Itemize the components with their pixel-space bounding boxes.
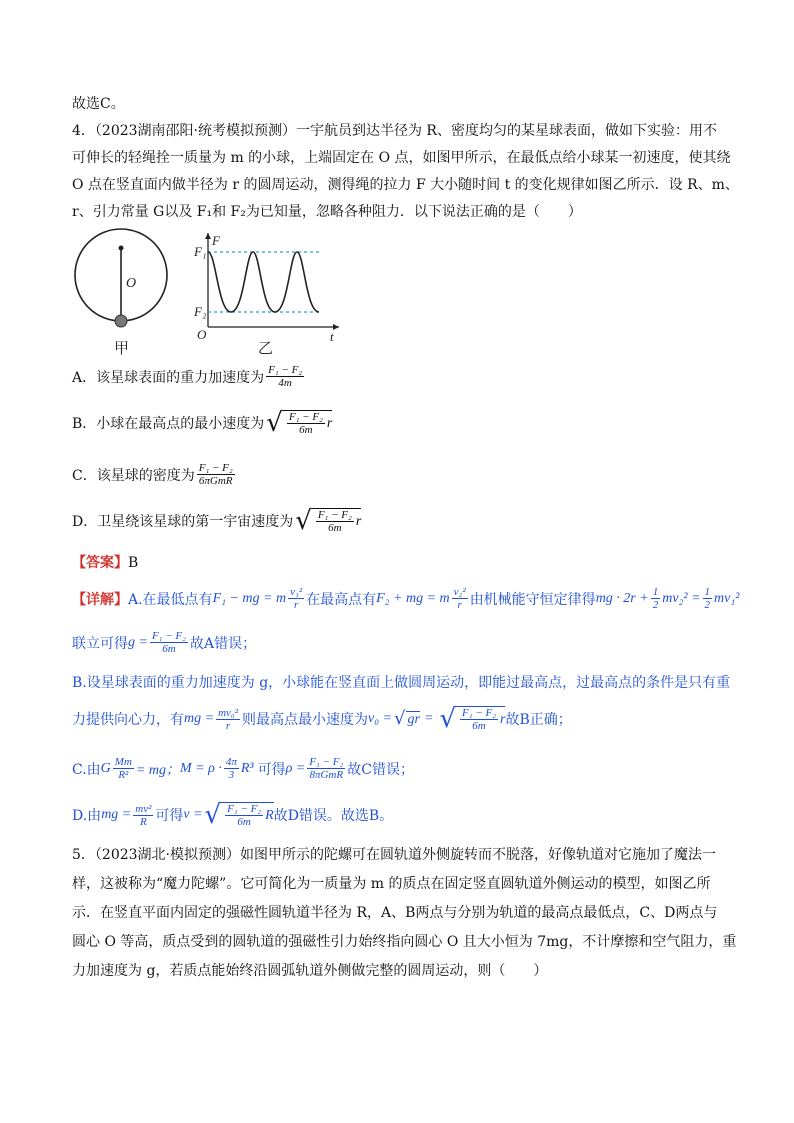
detail-d-intro: D.由 bbox=[72, 808, 102, 824]
detail-g-den: 6m bbox=[162, 643, 176, 655]
detail-line-5 bbox=[72, 756, 414, 781]
fig-a-label-O: O bbox=[126, 276, 137, 291]
detail-b-sqrt-gr: gr bbox=[407, 711, 420, 727]
detail-c-den3: 8πGmR bbox=[309, 769, 344, 781]
detail-line-6: D.由 mg = $\frac{\text{mv²}}{R}$ 可得 v = √ $\frac{\text{F₁ − F₂}}{6m}$ R 故D错误。故选B。 bbox=[72, 800, 394, 830]
detail-c-num: Mm bbox=[114, 756, 132, 768]
detail-a-mid: 在最高点有 bbox=[306, 591, 377, 608]
detail-combine-text: 联立可得 bbox=[72, 635, 128, 652]
option-b bbox=[72, 410, 332, 436]
option-c-den: 6πGmR bbox=[198, 475, 233, 487]
detail-eq1-left: F₁ − mg = m bbox=[212, 590, 287, 606]
detail-d-eq: mg = bbox=[101, 807, 132, 822]
q4-stem-line-4: r、引力常量 G以及 F₁和 F₂为已知量，忽略各种阻力．以下说法正确的是（ ） bbox=[72, 204, 582, 220]
detail-b-tail: r bbox=[500, 711, 506, 727]
detail-c-r3: R³ bbox=[240, 760, 254, 776]
detail-c-rho2: ρ = bbox=[285, 760, 306, 776]
detail-line-3: B.设星球表面的重力加速度为 g，小球能在竖直面上做圆周运动，即能过最高点，过最高点的条件是只有重 bbox=[72, 675, 731, 691]
previous-answer-line: 故选C。 bbox=[72, 96, 125, 112]
detail-c-text: 可得 bbox=[257, 761, 286, 778]
detail-eq2-num: v₂² bbox=[453, 586, 466, 598]
detail-c-conclusion: 故C错误； bbox=[347, 761, 414, 778]
detail-d-num2: F₁ − F₂ bbox=[227, 803, 262, 815]
detail-g-num: F₁ − F₂ bbox=[151, 630, 186, 642]
detail-b-conclusion: 故B正确； bbox=[505, 712, 572, 728]
detail-eq2-den: r bbox=[457, 599, 462, 611]
q5-stem-line-1: 5．（2023湖北·模拟预测）如图甲所示的陀螺可在圆轨道外侧旋转而不脱落，好像轨道对它施加了魔法一 bbox=[72, 847, 716, 863]
detail-d-text: 可得 bbox=[155, 808, 184, 824]
detail-d-v: v = bbox=[183, 807, 203, 822]
option-b-den: 6m bbox=[299, 424, 313, 436]
option-a-text: A．该星球表面的重力加速度为 bbox=[72, 369, 265, 386]
detail-d-den: R bbox=[139, 815, 147, 828]
detail-b-den: r bbox=[225, 719, 231, 732]
detail-b-equals: = bbox=[423, 711, 434, 726]
option-b-text: B．小球在最高点的最小速度为 bbox=[72, 416, 265, 432]
q5-stem-line-5: 力加速度为 g，若质点能始终沿圆弧轨道外侧做完整的圆周运动，则（ ） bbox=[72, 963, 548, 979]
option-a-num: F₁ − F₂ bbox=[268, 364, 303, 376]
detail-a-conclusion: 故A错误； bbox=[189, 635, 257, 652]
detail-b-eq: mg = bbox=[184, 711, 215, 726]
detail-b-num: mv₀² bbox=[218, 706, 239, 719]
detail-eq3-half2-num: 1 bbox=[704, 586, 711, 598]
detail-c-eq: = mg； bbox=[135, 762, 180, 778]
detail-c-intro: C.由 bbox=[72, 761, 101, 778]
option-b-sqrt: √ $\frac{\text{F₁ − F₂}}{6m}$ r bbox=[266, 408, 333, 438]
detail-eq1-num: v₁² bbox=[290, 586, 303, 598]
detail-eq1-den: r bbox=[293, 599, 299, 611]
detail-c-num2: 4π bbox=[225, 756, 237, 768]
fig-b-label-F1: F₁ bbox=[194, 244, 207, 259]
option-c-text: C．该星球的密度为 bbox=[72, 467, 195, 484]
detail-c-den: R² bbox=[118, 769, 129, 781]
figure-force-time-graph bbox=[194, 225, 344, 360]
answer-label: 【答案】 bbox=[72, 555, 128, 571]
option-c bbox=[72, 462, 237, 487]
detail-eq3-mid: mv₂² = bbox=[662, 590, 701, 606]
option-d-tail: r bbox=[355, 513, 362, 529]
option-c-fraction bbox=[197, 462, 235, 487]
detail-c-rho: M = ρ · bbox=[179, 760, 222, 776]
fig-b-label-t: t bbox=[330, 329, 334, 344]
detail-c-G: G bbox=[100, 760, 111, 776]
option-d-text: D．卫星绕该星球的第一宇宙速度为 bbox=[72, 514, 294, 530]
option-d-den: 6m bbox=[328, 522, 342, 534]
fig-b-label-F: F bbox=[212, 233, 220, 248]
detail-line-2 bbox=[72, 630, 256, 655]
detail-a-conservation: 由机械能守恒定律得 bbox=[469, 591, 596, 608]
detail-d-tail: R bbox=[265, 807, 274, 823]
detail-eq3-end: mv₁² bbox=[714, 590, 740, 606]
fig-b-label-O: O bbox=[197, 327, 207, 342]
detail-eq3-half-den: 2 bbox=[652, 599, 659, 611]
fig-b-caption: 乙 bbox=[258, 341, 274, 357]
option-d-num: F₁ − F₂ bbox=[317, 509, 352, 521]
detail-label: 【详解】 bbox=[72, 591, 128, 608]
q5-stem-line-4: 圆心 O 等高，质点受到的圆轨道的强磁性引力始终指向圆心 O 且大小恒为 7mg，不计摩擦和空气阻力，重 bbox=[72, 934, 737, 950]
answer-line bbox=[72, 553, 138, 573]
detail-a-intro: A.在最低点有 bbox=[128, 591, 213, 608]
detail-g-eq: g = bbox=[128, 634, 148, 650]
option-a-fraction bbox=[266, 364, 304, 389]
q5-stem-line-2: 样，这被称为“魔力陀螺”。它可简化为一质量为 m 的质点在固定竖直圆轨道外侧运动的模型，如图乙所 bbox=[72, 876, 711, 892]
detail-b-v0: v₀ = bbox=[368, 711, 393, 726]
option-d-sqrt: √ $\frac{\text{F₁ − F₂}}{6m}$ r bbox=[295, 506, 362, 536]
figure-circle-pendulum bbox=[72, 225, 172, 360]
q4-stem-line-3: O 点在竖直面内做半径为 r 的圆周运动，测得绳的拉力 F 大小随时间 t 的变化规律如图乙所示．设 R、m、 bbox=[72, 177, 739, 193]
q4-stem-line-1: 4．（2023湖南邵阳·统考模拟预测）一宇航员到达半径为 R、密度均匀的某星球表面，做如下实验：用不 bbox=[72, 123, 717, 139]
answer-value: B bbox=[128, 555, 139, 571]
detail-line-1 bbox=[72, 586, 739, 611]
detail-b-den2: 6m bbox=[472, 720, 486, 732]
detail-b-text: 力提供向心力，有 bbox=[72, 712, 184, 728]
detail-eq3-half2-den: 2 bbox=[704, 599, 711, 611]
detail-d-den2: 6m bbox=[237, 816, 251, 828]
force-wave-curve bbox=[208, 252, 319, 312]
option-d bbox=[72, 508, 361, 534]
detail-b-text2: 则最高点最小速度为 bbox=[242, 712, 369, 728]
detail-c-den2: 3 bbox=[228, 769, 235, 781]
option-a bbox=[72, 364, 306, 389]
q4-stem-line-2: 可伸长的轻绳拴一质量为 m 的小球，上端固定在 O 点，如图甲所示，在最低点给小球某一初速度，使其绕 bbox=[72, 150, 731, 166]
option-a-den: 4m bbox=[278, 377, 292, 389]
fig-b-label-F2: F₂ bbox=[194, 304, 207, 319]
option-b-tail: r bbox=[326, 415, 333, 431]
fig-a-caption: 甲 bbox=[114, 341, 130, 357]
detail-eq3-left: mg · 2r + bbox=[595, 590, 649, 606]
detail-d-num: mv² bbox=[135, 802, 152, 815]
detail-eq2-left: F₂ + mg = m bbox=[376, 590, 450, 606]
option-b-num: F₁ − F₂ bbox=[288, 411, 323, 423]
option-c-num: F₁ − F₂ bbox=[198, 462, 233, 474]
detail-c-num3: F₁ − F₂ bbox=[309, 756, 344, 768]
detail-b-num2: F₁ − F₂ bbox=[462, 707, 497, 719]
detail-d-conclusion: 故D错误。故选B。 bbox=[273, 808, 394, 824]
detail-eq3-half-num: 1 bbox=[652, 586, 659, 598]
q5-stem-line-3: 示．在竖直平面内固定的强磁性圆轨道半径为 R，A、B两点与分别为轨道的最高点最低点，C、D两点与 bbox=[72, 905, 718, 921]
detail-line-4: 力提供向心力，有 mg = $\frac{\text{mv₀²}}{r}$ 则最高点最小速度为 v₀ = √ gr = √ $\frac{\text{F₁ − F₂}}{6m}$ r 故B正确； bbox=[72, 704, 572, 734]
